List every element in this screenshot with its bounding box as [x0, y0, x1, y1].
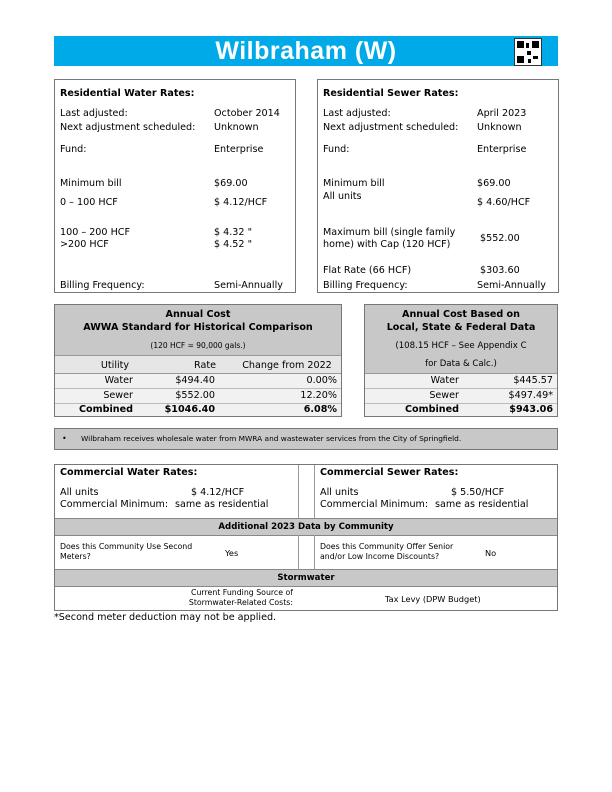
comm-water-all-units: $ 4.12/HCF	[191, 487, 245, 498]
res-sewer-all-units-label: All units	[323, 191, 362, 202]
res-sewer-billing-label: Billing Frequency:	[323, 280, 408, 291]
comm-water-heading: Commercial Water Rates:	[60, 467, 198, 478]
awwa-row-sewer-change: 12.20%	[300, 390, 337, 401]
awwa-row-water-rate: $494.40	[175, 375, 215, 386]
awwa-row-sewer-utility: Sewer	[103, 390, 133, 401]
res-water-next-adj-label: Next adjustment scheduled:	[60, 122, 196, 133]
awwa-annual-cost-table	[54, 304, 342, 417]
comm-sewer-min-label: Commercial Minimum:	[320, 499, 429, 510]
additional-heading: Additional 2023 Data by Community	[218, 522, 394, 532]
res-water-min-bill-label: Minimum bill	[60, 178, 122, 189]
local-row-combined-utility: Combined	[405, 404, 459, 415]
res-water-tier2: $ 4.32 "	[214, 227, 252, 238]
local-heading-1: Annual Cost Based on	[402, 309, 520, 320]
awwa-col-change: Change from 2022	[242, 360, 332, 371]
note-text: Wilbraham receives wholesale water from MWRA and wastewater services from the City of Springfield.	[81, 434, 462, 443]
awwa-heading-1: Annual Cost	[165, 309, 231, 320]
res-sewer-next-adj: Unknown	[477, 122, 522, 133]
stormwater-value: Tax Levy (DPW Budget)	[385, 594, 481, 604]
res-water-last-adjusted: October 2014	[214, 108, 280, 119]
res-water-tier1-label: 0 – 100 HCF	[60, 197, 118, 208]
page-title: Wilbraham (W)	[215, 37, 397, 65]
res-sewer-last-adjusted: April 2023	[477, 108, 527, 119]
additional-header	[55, 518, 557, 536]
note-bar	[54, 428, 558, 450]
comm-sewer-all-units-label: All units	[320, 487, 359, 498]
awwa-row-water-change: 0.00%	[306, 375, 337, 386]
res-sewer-flat-rate-label: Flat Rate (66 HCF)	[323, 265, 412, 276]
res-sewer-min-bill-label: Minimum bill	[323, 178, 385, 189]
res-water-last-adjusted-label: Last adjusted:	[60, 108, 128, 119]
awwa-row-water-utility: Water	[104, 375, 133, 386]
stormwater-label-1: Current Funding Source of	[191, 588, 293, 597]
residential-sewer-box	[317, 79, 559, 293]
additional-q1-line-2: Meters?	[60, 552, 91, 561]
additional-q2-line-1: Does this Community Offer Senior	[320, 542, 454, 551]
comm-water-min: same as residential	[175, 499, 269, 510]
res-water-billing: Semi-Annually	[214, 280, 283, 291]
res-water-heading: Residential Water Rates:	[60, 88, 195, 99]
additional-a1: Yes	[225, 548, 239, 558]
comm-water-min-label: Commercial Minimum:	[60, 499, 169, 510]
awwa-col-utility: Utility	[100, 360, 130, 371]
local-subheading-1: (108.15 HCF – See Appendix C	[395, 341, 527, 351]
res-water-tier2-label: 100 – 200 HCF	[60, 227, 130, 238]
local-row-water-utility: Water	[430, 375, 459, 386]
res-water-tier3: $ 4.52 "	[214, 239, 252, 250]
awwa-row-combined-change: 6.08%	[303, 404, 337, 415]
awwa-col-rate: Rate	[194, 360, 216, 371]
local-annual-cost-table	[364, 304, 558, 417]
res-sewer-flat-rate: $303.60	[480, 265, 520, 276]
res-sewer-max-bill-label-1: Maximum bill (single family	[323, 227, 456, 238]
res-sewer-fund-label: Fund:	[323, 144, 350, 155]
qr-code-icon[interactable]	[514, 38, 542, 66]
comm-sewer-heading: Commercial Sewer Rates:	[320, 467, 459, 478]
res-water-billing-label: Billing Frequency:	[60, 280, 145, 291]
note-bullet: •	[62, 434, 67, 443]
res-sewer-fund: Enterprise	[477, 144, 527, 155]
local-heading-2: Local, State & Federal Data	[386, 322, 536, 333]
local-row-water-rate: $445.57	[513, 375, 553, 386]
res-water-fund: Enterprise	[214, 144, 264, 155]
commercial-block	[54, 464, 558, 611]
additional-q1-line-1: Does this Community Use Second	[60, 542, 193, 551]
res-sewer-heading: Residential Sewer Rates:	[323, 88, 459, 99]
comm-sewer-min: same as residential	[435, 499, 529, 510]
res-water-fund-label: Fund:	[60, 144, 87, 155]
awwa-row-combined-utility: Combined	[79, 404, 133, 415]
res-sewer-max-bill: $552.00	[480, 233, 520, 244]
comm-water-all-units-label: All units	[60, 487, 99, 498]
local-row-sewer-utility: Sewer	[429, 390, 459, 401]
res-sewer-last-adjusted-label: Last adjusted:	[323, 108, 391, 119]
stormwater-label-2: Stormwater-Related Costs:	[188, 598, 293, 607]
stormwater-heading: Stormwater	[277, 573, 335, 583]
res-water-tier1: $ 4.12/HCF	[214, 197, 268, 208]
res-sewer-next-adj-label: Next adjustment scheduled:	[323, 122, 459, 133]
additional-a2: No	[485, 548, 497, 558]
res-sewer-max-bill-label-2: home) with Cap (120 HCF)	[323, 239, 451, 250]
res-water-tier3-label: >200 HCF	[60, 239, 109, 250]
awwa-heading-2: AWWA Standard for Historical Comparison	[83, 322, 313, 333]
awwa-subheading: (120 HCF = 90,000 gals.)	[150, 341, 246, 350]
stormwater-header	[55, 569, 557, 587]
res-water-min-bill: $69.00	[214, 178, 248, 189]
local-subheading-2: for Data & Calc.)	[425, 359, 497, 369]
residential-water-box	[54, 79, 296, 293]
local-row-combined-rate: $943.06	[509, 404, 553, 415]
local-row-sewer-rate: $497.49*	[508, 390, 553, 401]
footnote: *Second meter deduction may not be applied.	[54, 612, 277, 623]
comm-sewer-all-units: $ 5.50/HCF	[451, 487, 505, 498]
res-sewer-all-units: $ 4.60/HCF	[477, 197, 531, 208]
res-sewer-min-bill: $69.00	[477, 178, 511, 189]
page-title-bar	[54, 36, 558, 66]
awwa-row-combined-rate: $1046.40	[164, 404, 215, 415]
additional-q2-line-2: and/or Low Income Discounts?	[320, 552, 440, 561]
awwa-row-sewer-rate: $552.00	[175, 390, 215, 401]
res-sewer-billing: Semi-Annually	[477, 280, 546, 291]
res-water-next-adj: Unknown	[214, 122, 259, 133]
